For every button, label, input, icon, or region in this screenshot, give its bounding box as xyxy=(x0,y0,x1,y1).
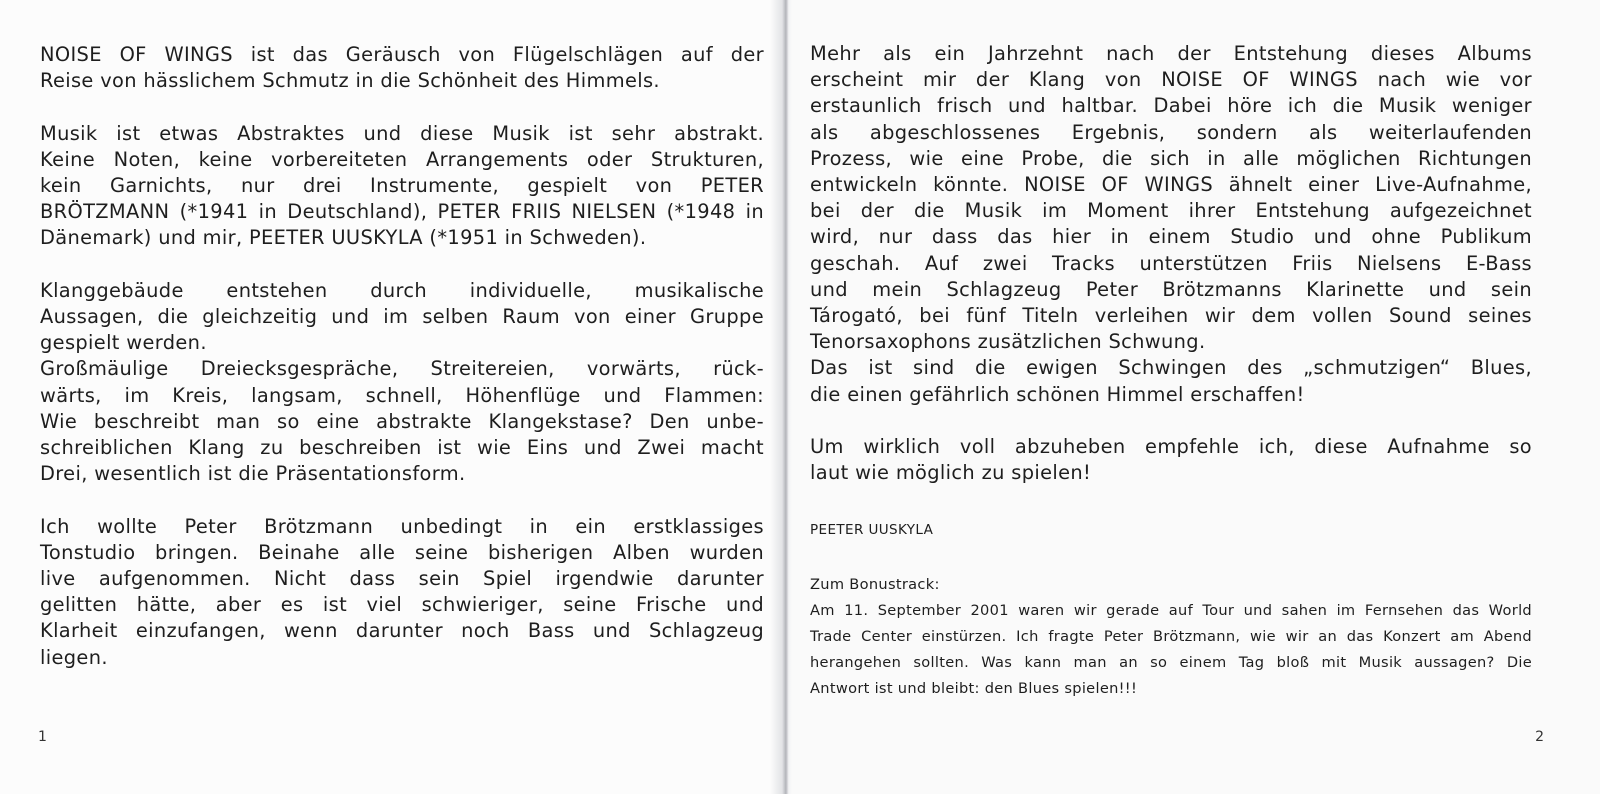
text-line: Klarheit einzufangen, wenn darunter noch Bass und Schlagzeug xyxy=(40,619,764,643)
text-line: Reise von hässlichem Schmutz in die Schönheit des Himmels. xyxy=(40,69,660,93)
text-line: liegen. xyxy=(40,645,108,669)
text-line: NOISE OF WINGS ist das Geräusch von Flügelschlägen auf der xyxy=(40,43,764,66)
text-line: laut wie möglich zu spielen! xyxy=(810,461,1092,485)
text-line: herangehen sollten. Was kann man an so einem Tag bloß mit Musik aussagen? Die xyxy=(810,654,1532,671)
text-line: kein Garnichts, nur drei Instrumente, gespielt von PETER xyxy=(40,174,764,197)
page-right xyxy=(786,0,1600,794)
text-line: Trade Center einstürzen. Ich fragte Peter Brötzmann, wie wir an das Konzert am Abend xyxy=(810,628,1532,645)
bonus-track-note xyxy=(810,572,1532,702)
text-line: Prozess, wie eine Probe, die sich in alle möglichen Richtungen xyxy=(810,146,1532,170)
author-signature: PEETER UUSKYLA xyxy=(810,522,934,538)
paragraph-sound-buildings xyxy=(40,278,764,488)
text-line: schreiblichen Klang zu beschreiben ist wie Eins und Zwei macht xyxy=(40,436,764,460)
text-line: Tárogató, bei fünf Titeln verleihen wir dem vollen Sound seines xyxy=(810,304,1532,328)
right-text-column xyxy=(810,41,1532,486)
text-line: wird, nur dass das hier in einem Studio und ohne Publikum xyxy=(810,225,1532,249)
text-line: gelitten hätte, aber es ist viel schwieriger, seine Frische und xyxy=(40,593,764,617)
paragraph-intro xyxy=(40,42,764,94)
left-text-column xyxy=(40,42,764,671)
text-line: live aufgenommen. Nicht dass sein Spiel irgendwie darunter xyxy=(40,567,764,591)
bonus-heading: Zum Bonustrack: xyxy=(810,576,940,593)
text-line: entwickeln könnte. NOISE OF WINGS ähnelt einer Live-Aufnahme, xyxy=(810,173,1532,197)
paragraph-recommendation xyxy=(810,434,1532,486)
text-line: und mein Schlagzeug Peter Brötzmanns Klarinette und sein xyxy=(810,277,1532,301)
page-left xyxy=(0,0,786,794)
text-line: Aussagen, die gleichzeitig und im selben Raum von einer Gruppe xyxy=(40,305,764,328)
text-line: als abgeschlossenes Ergebnis, sondern als weiterlaufenden xyxy=(810,120,1532,144)
text-line: Musik ist etwas Abstraktes und diese Musik ist sehr abstrakt. xyxy=(40,121,764,145)
text-line: Um wirklich voll abzuheben empfehle ich, diese Aufnahme so xyxy=(810,435,1532,459)
text-line: geschah. Auf zwei Tracks unterstützen Friis Nielsens E-Bass xyxy=(810,251,1532,275)
paragraph-studio xyxy=(40,514,764,671)
text-line: Drei, wesentlich ist die Präsentationsform. xyxy=(40,462,466,486)
paragraph-decade-later xyxy=(810,41,1532,408)
text-line: Mehr als ein Jahrzehnt nach der Entstehung dieses Albums xyxy=(810,42,1532,65)
text-line: Antwort ist und bleibt: den Blues spielen!!! xyxy=(810,680,1138,697)
text-line: erstaunlich frisch und haltbar. Dabei höre ich die Musik weniger xyxy=(810,94,1532,118)
page-number: 2 xyxy=(1535,729,1544,745)
text-line: Am 11. September 2001 waren wir gerade auf Tour und sahen im Fernsehen das World xyxy=(810,602,1532,619)
text-line: bei der die Musik im Moment ihrer Entstehung aufgezeichnet xyxy=(810,199,1532,223)
text-line: Dänemark) und mir, PEETER UUSKYLA (*1951 in Schweden). xyxy=(40,226,647,250)
text-line: Keine Noten, keine vorbereiteten Arrangements oder Strukturen, xyxy=(40,147,764,171)
text-line: erscheint mir der Klang von NOISE OF WINGS nach wie vor xyxy=(810,68,1532,92)
text-line: Das ist sind die ewigen Schwingen des „schmutzigen“ Blues, xyxy=(810,356,1532,380)
text-line: Klanggebäude entstehen durch individuelle, musikalische xyxy=(40,278,764,302)
text-line: wärts, im Kreis, langsam, schnell, Höhenflüge und Flammen: xyxy=(40,383,764,407)
text-line: Tenorsaxophons zusätzlichen Schwung. xyxy=(810,330,1206,354)
text-line: Wie beschreibt man so eine abstrakte Klangekstase? Den unbe- xyxy=(40,409,764,433)
text-line: Ich wollte Peter Brötzmann unbedingt in ein erstklassiges xyxy=(40,514,764,538)
paragraph-musicians xyxy=(40,121,764,252)
text-line: Großmäulige Dreiecksgespräche, Streitereien, vorwärts, rück- xyxy=(40,357,764,381)
text-line: die einen gefährlich schönen Himmel erschaffen! xyxy=(810,382,1305,406)
text-line: BRÖTZMANN (*1941 in Deutschland), PETER FRIIS NIELSEN (*1948 in xyxy=(40,200,764,224)
text-line: gespielt werden. xyxy=(40,331,207,355)
text-line: Tonstudio bringen. Beinahe alle seine bisherigen Alben wurden xyxy=(40,540,764,564)
page-number: 1 xyxy=(38,729,47,745)
